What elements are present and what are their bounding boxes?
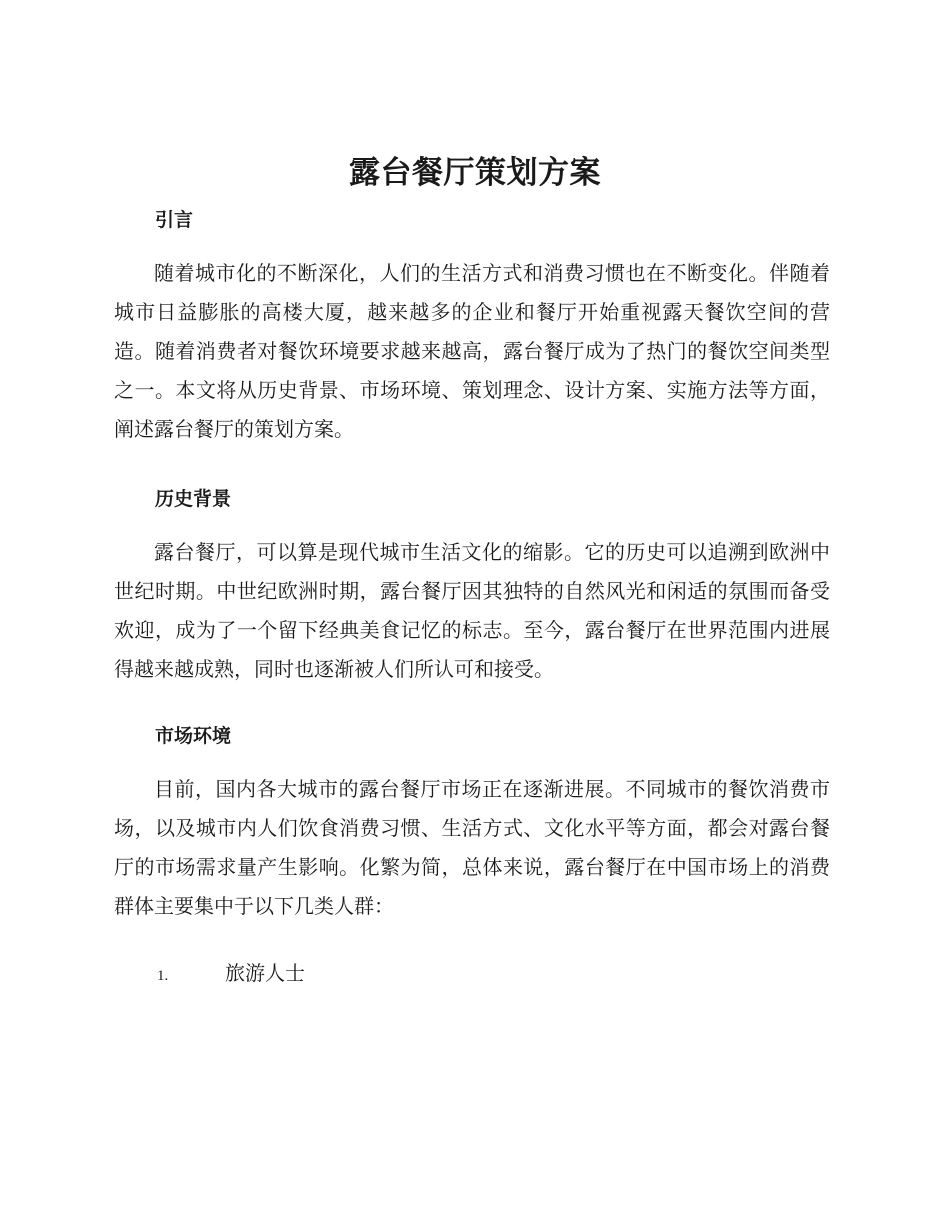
section-paragraph-market: 目前，国内各大城市的露台餐厅市场正在逐渐进展。不同城市的餐饮消费市场，以及城市内人们饮食消费习惯、生活方式、文化水平等方面，都会对露台餐厅的市场需求量产生影响。化繁为简，总体来说，露台餐厅在中国市场上的消费群体主要集中于以下几类人群： [114,777,830,918]
section-paragraph-introduction: 随着城市化的不断深化，人们的生活方式和消费习惯也在不断变化。伴随着城市日益膨胀的高楼大厦，越来越多的企业和餐厅开始重视露天餐饮空间的营造。随着消费者对餐饮环境要求越来越高，露台餐厅成为了热门的餐饮空间类型之一。本文将从历史背景、市场环境、策划理念、设计方案、实施方法等方面，阐述露台餐厅的策划方案。 [114,261,830,441]
list-item [157,956,305,993]
section-heading-market: 市场环境 [155,725,232,747]
section-heading-history: 历史背景 [155,488,232,510]
list-item-text: 旅游人士 [225,961,305,985]
section-heading-introduction: 引言 [155,209,194,231]
document-title: 露台餐厅策划方案 [349,155,601,191]
list-item-number: 1. [157,968,169,984]
section-paragraph-history: 露台餐厅，可以算是现代城市生活文化的缩影。它的历史可以追溯到欧洲中世纪时期。中世纪欧洲时期，露台餐厅因其独特的自然风光和闲适的氛围而备受欢迎，成为了一个留下经典美食记忆的标志。至今，露台餐厅在世界范围内进展得越来越成熟，同时也逐渐被人们所认可和接受。 [114,540,830,681]
